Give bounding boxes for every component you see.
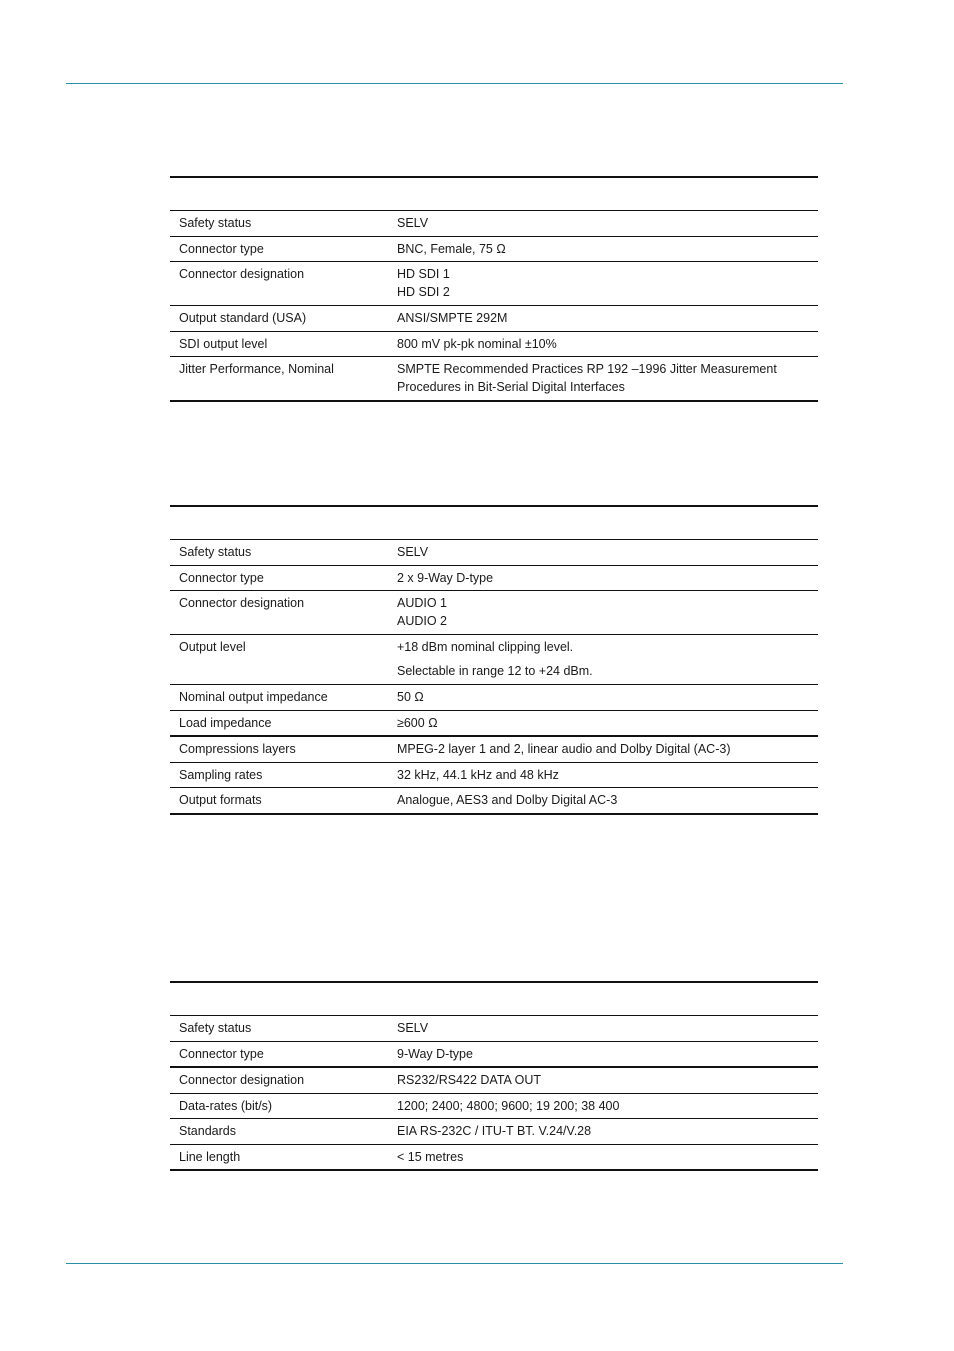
table-row <box>170 1068 818 1094</box>
spec-label: Connector type <box>179 241 264 256</box>
spec-label: Connector designation <box>179 596 305 610</box>
spec-label: SDI output level <box>179 336 268 351</box>
table-row <box>170 737 818 763</box>
spec-value: HD SDI 1 HD SDI 2 <box>397 267 450 299</box>
spec-label: Jitter Performance, Nominal <box>179 362 334 376</box>
spec-value: 9-Way D-type <box>397 1046 473 1061</box>
table-row <box>170 1016 818 1042</box>
spec-value: 800 mV pk-pk nominal ±10% <box>397 336 557 351</box>
spec-label: Connector type <box>179 570 264 585</box>
spec-label: Safety status <box>179 1021 252 1035</box>
table-row <box>170 262 818 306</box>
table-row <box>170 591 818 635</box>
spec-value: RS232/RS422 DATA OUT <box>397 1073 542 1087</box>
spec-label: Connector designation <box>179 267 305 281</box>
table-row <box>170 711 818 738</box>
header-rule <box>66 83 843 84</box>
footer-rule <box>66 1263 843 1264</box>
spec-label: Standards <box>179 1124 236 1138</box>
table-row <box>170 1145 818 1172</box>
spec-value: < 15 metres <box>397 1149 464 1164</box>
spec-value: EIA RS-232C / ITU-T BT. V.24/V.28 <box>397 1124 592 1138</box>
spec-value: ≥600 Ω <box>397 715 438 730</box>
spec-label: Safety status <box>179 545 252 559</box>
spec-value: SELV <box>397 216 429 230</box>
video-output-spec-table <box>170 176 818 402</box>
spec-value: SMPTE Recommended Practices RP 192 –1996 Jitter Measurement Procedures in Bit-Serial Digital Interfaces <box>397 362 777 394</box>
table-row <box>170 788 818 815</box>
spec-value: +18 dBm nominal clipping level. Selectable in range 12 to +24 dBm. <box>397 640 593 678</box>
spec-value: Analogue, AES3 and Dolby Digital AC-3 <box>397 793 618 807</box>
spec-label: Output standard (USA) <box>179 311 307 325</box>
table-row <box>170 306 818 332</box>
table-header <box>170 981 818 1016</box>
table-row <box>170 540 818 566</box>
spec-value: 1200; 2400; 4800; 9600; 19 200; 38 400 <box>397 1098 620 1113</box>
spec-value: 2 x 9-Way D-type <box>397 570 494 585</box>
table-row <box>170 685 818 711</box>
table-row <box>170 1042 818 1069</box>
spec-value: BNC, Female, 75 Ω <box>397 241 506 256</box>
spec-value: SELV <box>397 1021 429 1035</box>
audio-output-spec-table <box>170 505 818 815</box>
spec-label: Nominal output impedance <box>179 690 328 704</box>
spec-label: Connector designation <box>179 1073 305 1087</box>
table-row <box>170 332 818 358</box>
table-row <box>170 635 818 685</box>
spec-label: Connector type <box>179 1046 264 1061</box>
spec-label: Load impedance <box>179 715 272 730</box>
table-row <box>170 1094 818 1120</box>
table-row <box>170 237 818 263</box>
spec-value: MPEG-2 layer 1 and 2, linear audio and Dolby Digital (AC-3) <box>397 742 731 756</box>
table-row <box>170 566 818 592</box>
spec-value: ANSI/SMPTE 292M <box>397 311 508 325</box>
table-row <box>170 1119 818 1145</box>
spec-value: 32 kHz, 44.1 kHz and 48 kHz <box>397 767 559 782</box>
spec-label: Data-rates (bit/s) <box>179 1098 273 1113</box>
table-header <box>170 176 818 211</box>
spec-label: Output formats <box>179 793 262 807</box>
data-output-spec-table <box>170 981 818 1171</box>
table-row <box>170 357 818 402</box>
spec-value: SELV <box>397 545 429 559</box>
spec-value: AUDIO 1 AUDIO 2 <box>397 596 448 628</box>
spec-label: Sampling rates <box>179 767 263 782</box>
table-row <box>170 763 818 789</box>
spec-label: Output level <box>179 640 246 654</box>
spec-value: 50 Ω <box>397 690 424 704</box>
spec-label: Safety status <box>179 216 252 230</box>
table-header <box>170 505 818 540</box>
spec-label: Compressions layers <box>179 742 296 756</box>
spec-label: Line length <box>179 1149 241 1164</box>
table-row <box>170 211 818 237</box>
